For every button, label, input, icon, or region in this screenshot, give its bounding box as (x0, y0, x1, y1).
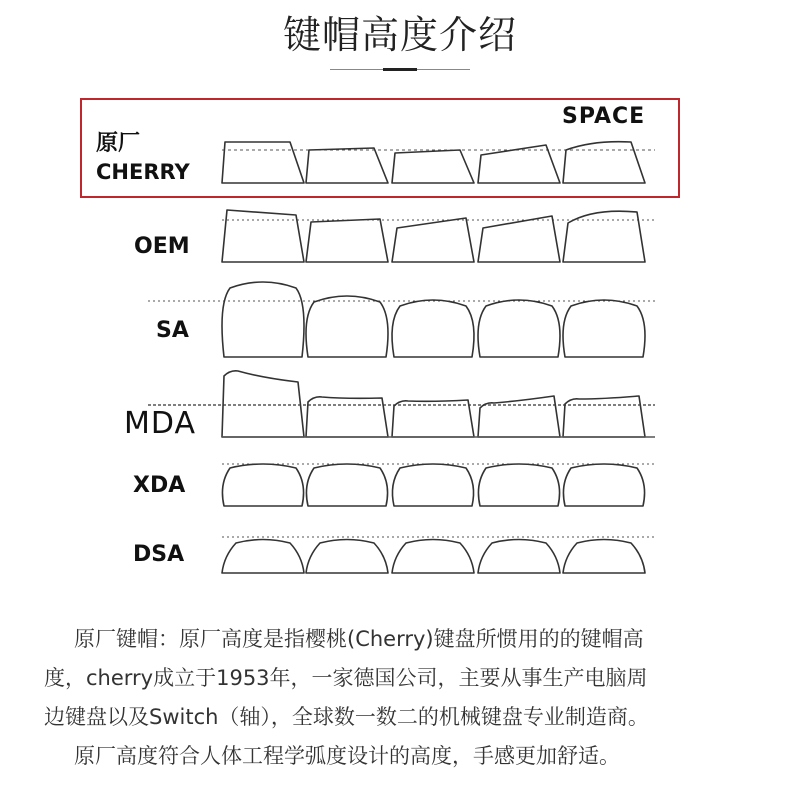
oem-keycap (222, 210, 304, 262)
xda-keycap (392, 464, 473, 506)
dsa-label: DSA (133, 542, 185, 567)
xda-keycap (222, 464, 303, 506)
mda-keycap (306, 397, 388, 437)
dsa-keycap (478, 540, 560, 574)
oem-keycap (478, 216, 560, 262)
dsa-keycap (563, 540, 645, 574)
xda-keycap (306, 464, 387, 506)
mda-label: MDA (124, 406, 196, 441)
sa-label: SA (156, 318, 189, 343)
sa-keycap (478, 300, 560, 357)
sa-keycap (222, 282, 304, 357)
page-title: 键帽高度介绍 (282, 13, 517, 57)
mda-keycap (563, 396, 645, 437)
description-line: 原厂高度符合人体工程学弧度设计的高度，手感更加舒适。 (74, 744, 620, 768)
description-line: 原厂键帽：原厂高度是指樱桃(Cherry)键盘所惯用的的键帽高 (74, 627, 644, 651)
dsa-keycap (222, 540, 304, 574)
oem-keycap (306, 219, 388, 262)
description-line: 边键盘以及Switch（轴），全球数一数二的机械键盘专业制造商。 (44, 705, 649, 729)
xda-keycap (563, 464, 644, 506)
description-text (44, 620, 774, 776)
xda-label: XDA (133, 473, 186, 498)
sa-keycap (306, 296, 388, 357)
oem-keycap (563, 211, 645, 262)
cherry-label-chinese: 原厂 (96, 131, 141, 156)
oem-keycap (392, 218, 474, 262)
cherry-keycap (563, 142, 645, 183)
cherry-keycap (306, 148, 388, 183)
mda-keycap (222, 371, 304, 437)
sa-keycap (563, 300, 645, 357)
sa-keycap (392, 300, 474, 357)
cherry-keycap (222, 142, 304, 183)
mda-keycap (478, 396, 560, 437)
dsa-keycap (392, 540, 474, 574)
xda-keycap (478, 464, 559, 506)
cherry-label: CHERRY (96, 160, 190, 184)
oem-label: OEM (134, 234, 190, 259)
description-line: 度，cherry成立于1953年，一家德国公司，主要从事生产电脑周 (44, 666, 648, 690)
cherry-keycap (478, 145, 560, 183)
dsa-keycap (306, 540, 388, 574)
cherry-keycap (392, 150, 474, 183)
space-label: SPACE (562, 104, 646, 129)
